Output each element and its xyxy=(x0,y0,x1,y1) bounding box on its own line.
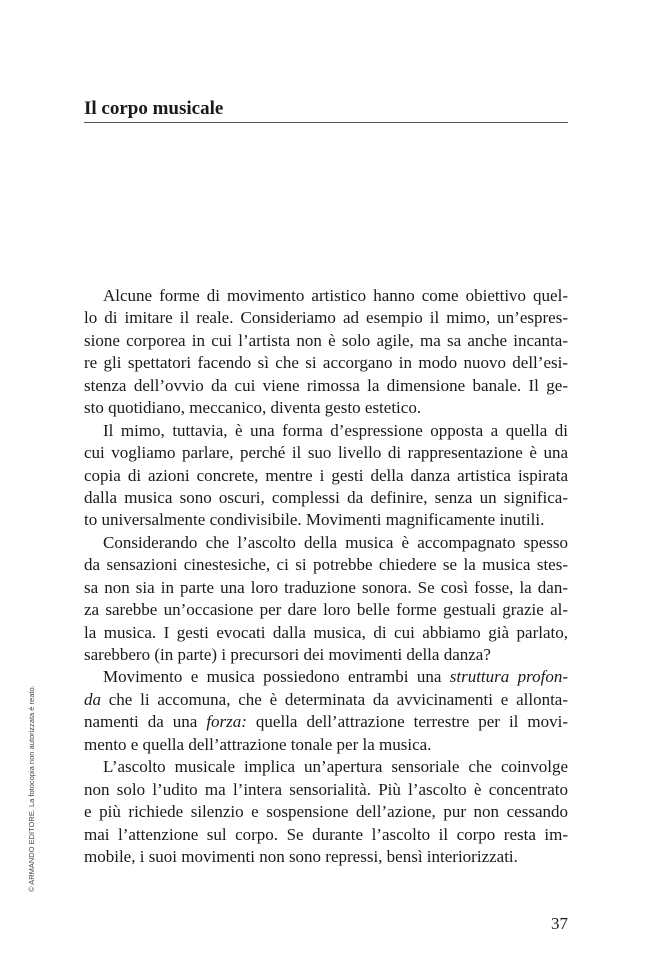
text-line xyxy=(84,285,568,307)
text-segment: copia di azioni concrete, mentre i gesti della danza artistica ispirata xyxy=(84,465,568,485)
text-segment: Considerando che l’ascolto della musica è accompagnato spesso xyxy=(103,532,568,552)
title-rule xyxy=(84,122,568,123)
text-line xyxy=(84,352,568,374)
text-line xyxy=(84,622,568,644)
text-line xyxy=(84,554,568,576)
text-line xyxy=(84,846,568,868)
text-segment: L’ascolto musicale implica un’apertura sensoriale che coinvolge xyxy=(103,757,568,777)
body-text xyxy=(84,285,568,868)
page-number: 37 xyxy=(551,914,568,933)
text-segment: Il mimo, tuttavia, è una forma d’espressione opposta a quella di xyxy=(103,420,568,440)
text-segment: to universalmente condivisibile. Movimenti magnificamente inutili. xyxy=(84,510,545,530)
paragraph xyxy=(84,756,568,868)
text-line xyxy=(84,689,568,711)
text-segment: Movimento e musica possiedono entrambi una xyxy=(103,667,450,687)
paragraph xyxy=(84,285,568,420)
text-segment: e più richiede silenzio e sospensione dell’azione, pur non cessando xyxy=(84,802,568,822)
text-line xyxy=(84,465,568,487)
text-line xyxy=(84,734,568,756)
text-segment: mento e quella dell’attrazione tonale per la musica. xyxy=(84,734,432,754)
text-line xyxy=(84,644,568,666)
text-line xyxy=(84,599,568,621)
text-segment: dalla musica sono oscuri, complessi da definire, senza un significa- xyxy=(84,487,568,507)
text-line xyxy=(84,801,568,823)
paragraph xyxy=(84,532,568,667)
italic-text: struttura profon- xyxy=(449,667,568,687)
text-segment: sto quotidiano, meccanico, diventa gesto estetico. xyxy=(84,398,422,418)
text-segment: za sarebbe un’occasione per dare loro belle forme gestuali grazie al- xyxy=(84,600,568,620)
text-line xyxy=(84,532,568,554)
text-segment: la musica. I gesti evocati dalla musica, di cui abbiamo già parlato, xyxy=(84,622,568,642)
text-segment: Alcune forme di movimento artistico hanno come obiettivo quel- xyxy=(103,286,568,305)
text-segment: non solo l’udito ma l’intera sensorialità. Più l’ascolto è concentrato xyxy=(84,779,568,799)
text-line xyxy=(84,756,568,778)
text-segment: stenza dell’ovvio da cui viene rimossa la dimensione banale. Il ge- xyxy=(84,375,568,395)
text-line xyxy=(84,487,568,509)
paragraph xyxy=(84,666,568,756)
text-line xyxy=(84,397,568,419)
copyright-notice: © ARMANDO EDITORE. La fotocopia non autorizzata è reato. xyxy=(27,685,36,892)
text-segment: namenti da una xyxy=(84,712,207,732)
text-line xyxy=(84,509,568,531)
paragraph xyxy=(84,420,568,532)
text-line xyxy=(84,824,568,846)
text-segment: mai l’attenzione sul corpo. Se durante l’ascolto il corpo resta im- xyxy=(84,824,568,844)
text-segment: quella dell’attrazione terrestre per il movi- xyxy=(246,712,568,732)
text-segment: sa non sia in parte una loro traduzione sonora. Se così fosse, la dan- xyxy=(84,577,568,597)
text-line xyxy=(84,375,568,397)
text-segment: sione corporea in cui l’artista non è solo agile, ma sa anche incanta- xyxy=(84,330,568,350)
text-segment: mobile, i suoi movimenti non sono repressi, bensì interiorizzati. xyxy=(84,846,518,866)
text-segment: che li accomuna, che è determinata da avvicinamenti e allonta- xyxy=(101,689,568,709)
text-line xyxy=(84,577,568,599)
text-line xyxy=(84,307,568,329)
text-line xyxy=(84,442,568,464)
text-segment: da sensazioni cinestesiche, ci si potrebbe chiedere se la musica stes- xyxy=(84,555,568,575)
text-segment: cui vogliamo parlare, perché il suo livello di rappresentazione è una xyxy=(84,443,568,463)
text-line xyxy=(84,420,568,442)
text-segment: re gli spettatori facendo sì che si accorgano in modo nuovo dell’esi- xyxy=(84,353,568,373)
text-line xyxy=(84,711,568,733)
text-line xyxy=(84,330,568,352)
text-line xyxy=(84,666,568,688)
text-segment: lo di imitare il reale. Consideriamo ad esempio il mimo, un’espres- xyxy=(84,308,568,328)
italic-text: da xyxy=(84,689,101,709)
chapter-title: Il corpo musicale xyxy=(84,98,224,119)
text-segment: sarebbero (in parte) i precursori dei movimenti della danza? xyxy=(84,645,491,664)
text-line xyxy=(84,779,568,801)
italic-text: forza: xyxy=(206,712,247,732)
